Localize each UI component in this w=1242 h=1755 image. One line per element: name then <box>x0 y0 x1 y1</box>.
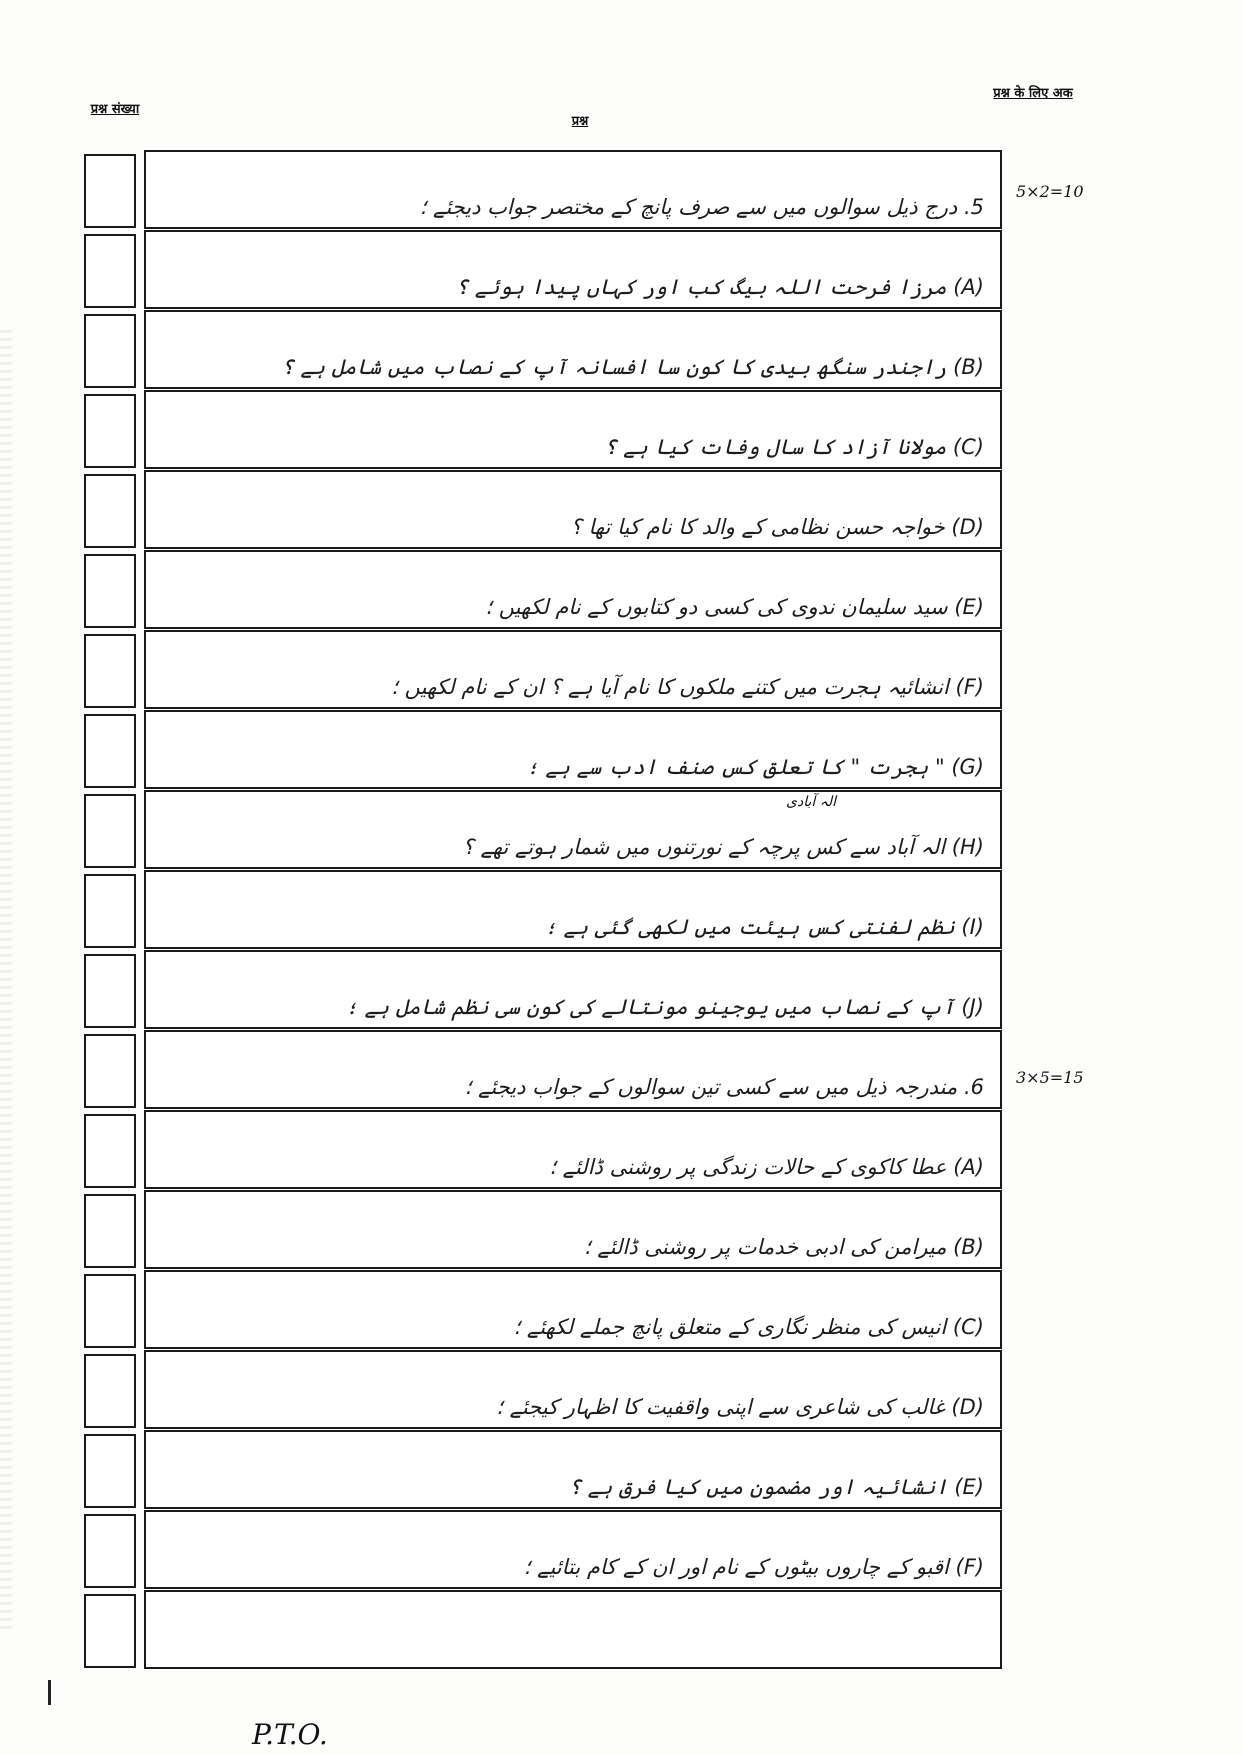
signature: P.T.O. <box>252 1718 328 1751</box>
question-number-box <box>84 1434 136 1508</box>
question-box <box>144 470 1002 549</box>
question-row <box>84 710 1002 785</box>
question-number-box <box>84 1354 136 1428</box>
question-box <box>144 1270 1002 1349</box>
question-text: 6. مندرجہ ذیل میں سے کسی تین سوالوں کے جواب دیجئے ؛ <box>464 1075 984 1099</box>
question-number-box <box>84 874 136 948</box>
question-row <box>84 1590 1002 1665</box>
question-number-box <box>84 314 136 388</box>
question-row <box>84 870 1002 945</box>
question-number-box <box>84 554 136 628</box>
question-text: (E) انشائیہ اور مضمون میں کیا فرق ہے ؟ <box>568 1475 984 1499</box>
question-row <box>84 1510 1002 1585</box>
question-row <box>84 150 1002 225</box>
question-text: (I) نظم لفنتی کس ہیئت میں لکھی گئی ہے ؛ <box>544 915 984 939</box>
question-row <box>84 1030 1002 1105</box>
header-question-number: प्रश्न संख्या <box>90 102 140 117</box>
question-text: (A) مرزا فرحت اللہ بیگ کب اور کہاں پیدا ہوئے ؟ <box>455 275 984 299</box>
question-text: (E) سید سلیمان ندوی کی کسی دو کتابوں کے نام لکھیں ؛ <box>485 595 984 619</box>
question-number-box <box>84 234 136 308</box>
question-text: (F) اقبو کے چاروں بیٹوں کے نام اور ان کے کام بتائیے ؛ <box>523 1555 984 1579</box>
question-text: (B) میرامن کی ادبی خدمات پر روشنی ڈالئے ؛ <box>584 1235 984 1259</box>
question-box <box>144 790 1002 869</box>
question-box <box>144 870 1002 949</box>
question-text: (C) مولانا آزاد کا سال وفات کیا ہے ؟ <box>604 435 984 459</box>
question-row <box>84 1190 1002 1265</box>
question-box <box>144 1350 1002 1429</box>
question-text: (J) آپ کے نصاب میں یوجینو مونتالے کی کون سی نظم شامل ہے ؛ <box>345 995 984 1019</box>
question-number-box <box>84 1034 136 1108</box>
question-row <box>84 470 1002 545</box>
question-text: (C) انیس کی منظر نگاری کے متعلق پانچ جملے لکھئے ؛ <box>513 1315 984 1339</box>
question-box <box>144 550 1002 629</box>
marks-q6: 3×5=15 <box>1016 1068 1084 1087</box>
handwritten-note: الہ آبادی <box>786 794 837 810</box>
question-row <box>84 950 1002 1025</box>
question-number-box <box>84 714 136 788</box>
question-row <box>84 1430 1002 1505</box>
question-number-box <box>84 1514 136 1588</box>
header-question: प्रश्न <box>571 114 589 129</box>
marks-q5: 5×2=10 <box>1016 182 1084 201</box>
question-box <box>144 390 1002 469</box>
question-row <box>84 550 1002 625</box>
question-row <box>84 1110 1002 1185</box>
question-row <box>84 1350 1002 1425</box>
question-text: (D) خواجہ حسن نظامی کے والد کا نام کیا تھا ؟ <box>570 515 984 539</box>
question-number-box <box>84 1594 136 1668</box>
question-box <box>144 1590 1002 1669</box>
question-text: (D) غالب کی شاعری سے اپنی واقفیت کا اظہار کیجئے ؛ <box>496 1395 984 1419</box>
question-number-box <box>84 794 136 868</box>
question-number-box <box>84 1194 136 1268</box>
question-row <box>84 390 1002 465</box>
question-row <box>84 790 1002 865</box>
question-text: (A) عطا کاکوی کے حالات زندگی پر روشنی ڈالئے ؛ <box>549 1155 984 1179</box>
question-box <box>144 630 1002 709</box>
margin-mark <box>48 1680 51 1705</box>
question-box <box>144 310 1002 389</box>
question-box <box>144 1510 1002 1589</box>
question-box <box>144 150 1002 229</box>
question-box <box>144 1110 1002 1189</box>
question-box <box>144 710 1002 789</box>
question-text: (B) راجندر سنگھ بیدی کا کون سا افسانہ آپ کے نصاب میں شامل ہے ؟ <box>281 355 984 379</box>
question-number-box <box>84 954 136 1028</box>
question-number-box <box>84 634 136 708</box>
question-box <box>144 1030 1002 1109</box>
question-box <box>144 950 1002 1029</box>
question-text: (G) " ہجرت " کا تعلق کس صنف ادب سے ہے ؛ <box>526 755 984 779</box>
question-number-box <box>84 474 136 548</box>
question-text: 5. درج ذیل سوالوں میں سے صرف پانچ کے مختصر جواب دیجئے ؛ <box>419 195 984 219</box>
question-row <box>84 310 1002 385</box>
question-number-box <box>84 394 136 468</box>
scan-edge <box>0 330 12 1630</box>
question-number-box <box>84 154 136 228</box>
question-row <box>84 230 1002 305</box>
question-box <box>144 230 1002 309</box>
question-box <box>144 1190 1002 1269</box>
header-marks: प्रश्न के लिए अक <box>993 86 1073 101</box>
question-text: (F) انشائیہ ہجرت میں کتنے ملکوں کا نام آیا ہے ؟ ان کے نام لکھیں ؛ <box>391 675 984 699</box>
question-box <box>144 1430 1002 1509</box>
question-number-box <box>84 1114 136 1188</box>
question-row <box>84 1270 1002 1345</box>
question-text: (H) الہ آباد سے کس پرچہ کے نورتنوں میں شمار ہوتے تھے ؟ <box>462 835 984 859</box>
question-row <box>84 630 1002 705</box>
question-number-box <box>84 1274 136 1348</box>
